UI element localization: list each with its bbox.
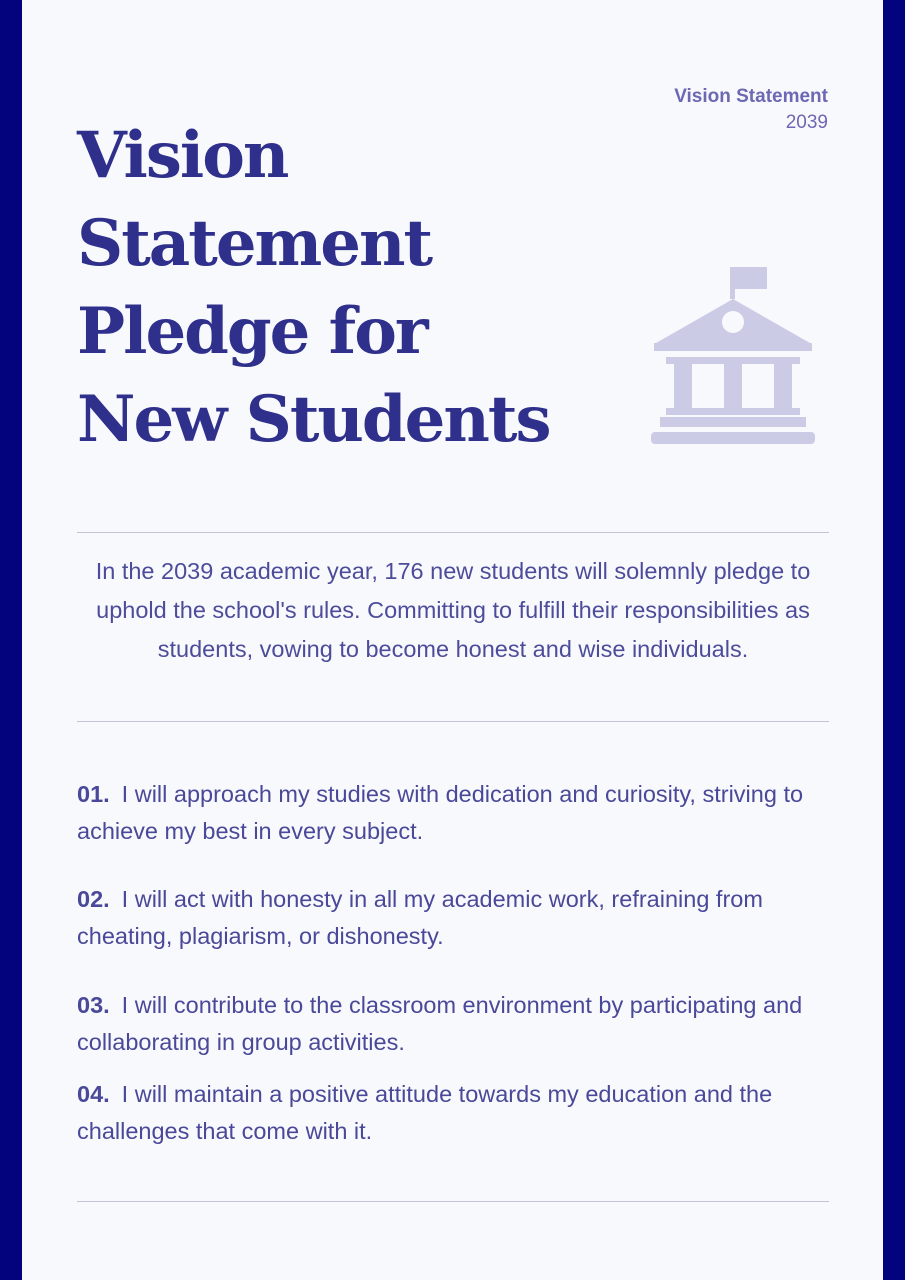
- pledge-item: [77, 881, 829, 954]
- pledge-number: 04.: [77, 1081, 110, 1107]
- title-line: Vision: [77, 118, 288, 193]
- pledge-number: 02.: [77, 886, 110, 912]
- pledge-page: [22, 0, 883, 1280]
- title-line: Pledge for: [77, 294, 427, 369]
- school-building-icon: [650, 265, 816, 447]
- pledge-text: I will contribute to the classroom environment by participating and collaborating in group activities.: [77, 992, 803, 1055]
- pledge-text: I will maintain a positive attitude towards my education and the challenges that come with it.: [77, 1081, 773, 1144]
- pledge-item: [77, 776, 829, 849]
- pledge-text: I will act with honesty in all my academic work, refraining from cheating, plagiarism, or dishonesty.: [77, 886, 763, 949]
- divider: [77, 532, 829, 533]
- divider: [77, 1201, 829, 1202]
- title-line: New Students: [77, 382, 550, 457]
- pledge-number: 01.: [77, 781, 110, 807]
- header-label: Vision Statement: [674, 86, 828, 107]
- page-title: [77, 112, 557, 464]
- header-year: 2039: [785, 112, 828, 133]
- pledge-text: I will approach my studies with dedication and curiosity, striving to achieve my best in every subject.: [77, 781, 804, 844]
- pledge-item: [77, 987, 829, 1060]
- divider: [77, 721, 829, 722]
- intro-paragraph: In the 2039 academic year, 176 new students will solemnly pledge to uphold the school's rules. Committing to fulfill their responsibilities as students, vowing to become honest and wise individuals.: [95, 558, 811, 662]
- header-corner: [674, 84, 828, 136]
- pledge-number: 03.: [77, 992, 110, 1018]
- pledge-item: [77, 1076, 829, 1149]
- title-line: Statement: [77, 206, 432, 281]
